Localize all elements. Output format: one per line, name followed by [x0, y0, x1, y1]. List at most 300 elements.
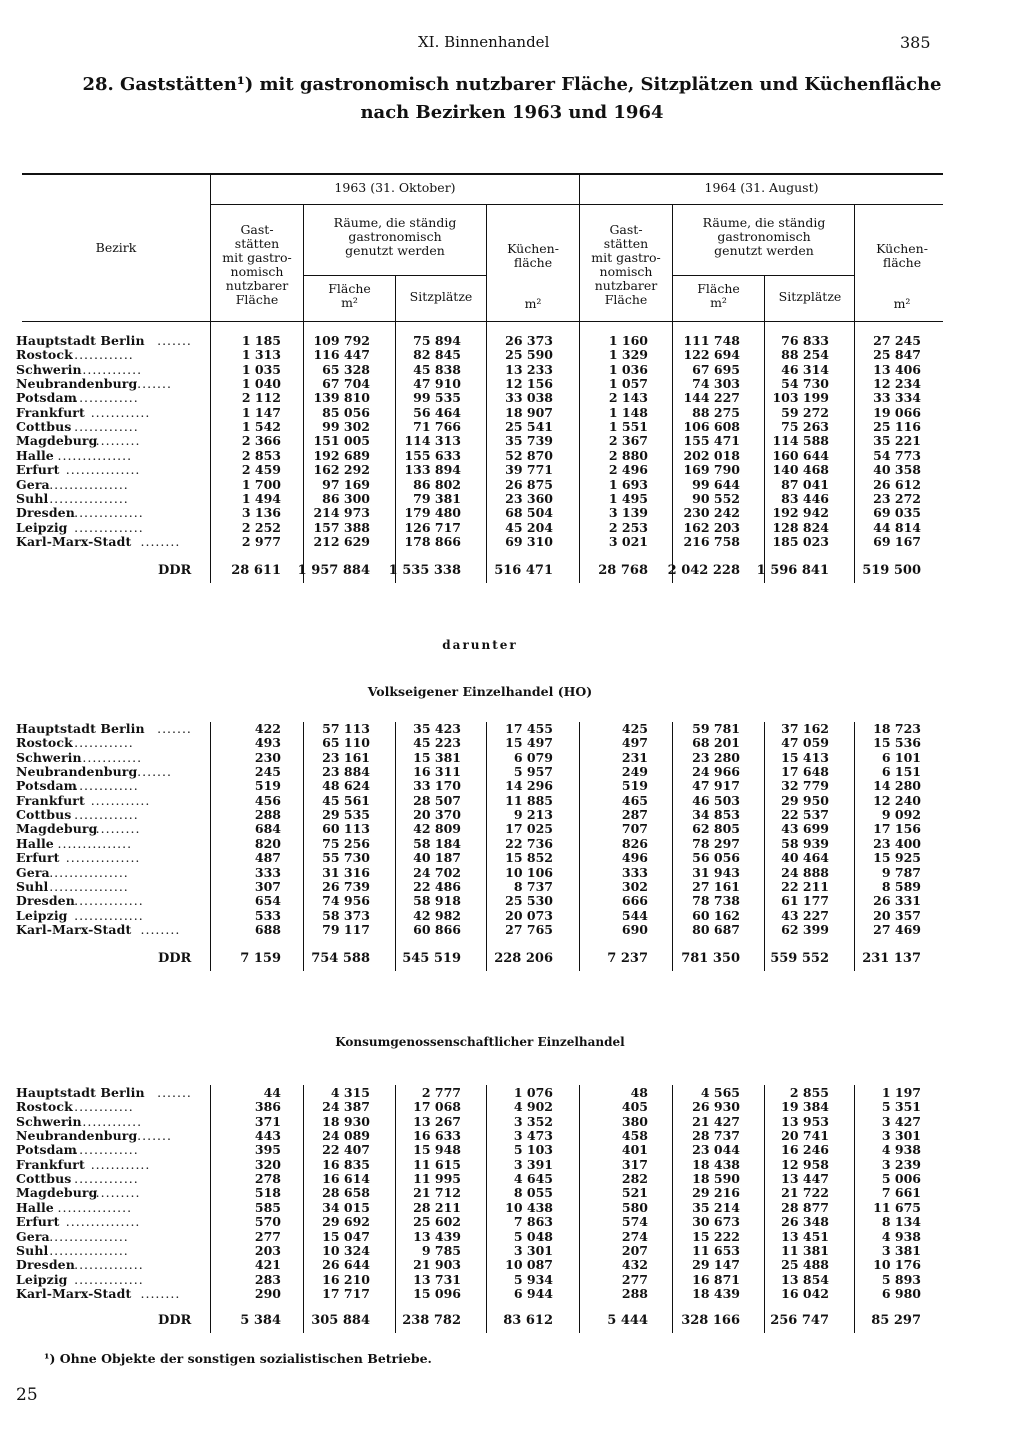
table-cell: 26 930 — [692, 1099, 740, 1115]
table-cell: 21 427 — [692, 1113, 740, 1129]
table-cell: 1 693 — [608, 476, 648, 492]
table-cell: 17 025 — [505, 821, 553, 837]
table-cell: 60 866 — [413, 921, 461, 937]
table-cell: 23 884 — [322, 764, 370, 780]
table-cell: 2 252 — [241, 519, 281, 535]
table-cell: 13 267 — [413, 1113, 461, 1129]
table-cell: 69 310 — [505, 533, 553, 549]
table-cell: 497 — [621, 735, 648, 751]
district-name: Hauptstadt Berlin — [16, 721, 145, 736]
table-row — [0, 406, 1024, 420]
total-cell: 328 166 — [681, 1313, 740, 1328]
table-row — [0, 909, 1024, 923]
table-cell: 422 — [254, 721, 281, 736]
table-cell: 2 112 — [241, 390, 281, 406]
table-cell: 4 315 — [330, 1085, 370, 1100]
table-cell: 13 854 — [781, 1271, 829, 1287]
table-cell: 395 — [254, 1142, 281, 1158]
table-cell: 99 302 — [322, 419, 370, 435]
table-cell: 42 809 — [413, 821, 461, 837]
table-cell: 5 048 — [513, 1228, 553, 1244]
table-cell: 67 695 — [692, 361, 740, 377]
table-cell: 20 073 — [505, 907, 553, 923]
table-cell: 1 040 — [241, 376, 281, 392]
table-cell: 25 590 — [505, 347, 553, 363]
leader-dots: ........ — [132, 764, 172, 780]
table-cell: 15 047 — [322, 1228, 370, 1244]
table-cell: 8 589 — [881, 878, 921, 894]
table-cell: 22 486 — [413, 878, 461, 894]
table-cell: 106 608 — [683, 419, 740, 435]
table-row — [0, 751, 1024, 765]
table-cell: 25 602 — [413, 1214, 461, 1230]
total-cell: 516 471 — [494, 563, 553, 578]
district-name: Karl-Marx-Stadt — [16, 533, 132, 549]
table-cell: 52 870 — [505, 447, 553, 463]
table-cell: 214 973 — [313, 505, 370, 521]
leader-dots: ............ — [82, 1113, 143, 1129]
table-cell: 16 835 — [322, 1156, 370, 1172]
table-cell: 585 — [254, 1199, 281, 1215]
table-cell: 29 147 — [692, 1257, 740, 1273]
table-cell: 88 254 — [781, 347, 829, 363]
table-cell: 75 263 — [781, 419, 829, 435]
leader-dots: .......... — [90, 1185, 141, 1201]
leader-dots: .......... — [90, 433, 141, 449]
table-cell: 85 056 — [322, 404, 370, 420]
table-cell: 1 160 — [608, 333, 648, 348]
table-cell: 6 980 — [881, 1285, 921, 1301]
table-cell: 230 242 — [683, 505, 740, 521]
table-cell: 17 648 — [781, 764, 829, 780]
table-cell: 15 852 — [505, 850, 553, 866]
leader-dots: ............ — [82, 361, 143, 377]
leader-dots: .............. — [74, 519, 144, 535]
table-row — [0, 1115, 1024, 1129]
table-cell: 55 730 — [322, 850, 370, 866]
total-cell: 305 884 — [311, 1313, 370, 1328]
district-name: Cottbus — [16, 419, 72, 435]
table-row — [0, 1215, 1024, 1229]
table-cell: 1 036 — [608, 361, 648, 377]
table-row — [0, 1287, 1024, 1301]
table-cell: 76 833 — [781, 333, 829, 348]
table-cell: 62 399 — [781, 921, 829, 937]
table-cell: 40 358 — [873, 462, 921, 478]
table-cell: 24 888 — [781, 864, 829, 880]
table-cell: 18 439 — [692, 1285, 740, 1301]
header-bezirk: Bezirk — [95, 240, 137, 255]
district-name: Potsdam — [16, 778, 77, 794]
section-darunter: darunter — [442, 638, 518, 652]
table-cell: 33 334 — [873, 390, 921, 406]
table-cell: 18 930 — [322, 1113, 370, 1129]
table-cell: 666 — [621, 893, 648, 909]
table-cell: 25 116 — [873, 419, 921, 435]
table-cell: 11 675 — [873, 1199, 921, 1215]
table-cell: 24 089 — [322, 1128, 370, 1144]
table-row — [0, 779, 1024, 793]
total-cell: 2 042 228 — [667, 563, 740, 578]
district-name: Frankfurt — [16, 404, 85, 420]
leader-dots: ............ — [74, 735, 134, 751]
leader-dots: ............... — [65, 850, 141, 866]
table-cell: 16 311 — [413, 764, 461, 780]
table-cell: 405 — [621, 1099, 648, 1115]
table-cell: 65 328 — [322, 361, 370, 377]
table-cell: 46 314 — [781, 361, 829, 377]
table-cell: 157 388 — [313, 519, 370, 535]
table-cell: 29 692 — [322, 1214, 370, 1230]
table-cell: 40 464 — [781, 850, 829, 866]
table-cell: 333 — [621, 864, 648, 880]
table-row — [0, 1230, 1024, 1244]
table-row — [0, 420, 1024, 434]
table-cell: 19 384 — [781, 1099, 829, 1115]
table-cell: 2 367 — [608, 433, 648, 449]
table-cell: 23 280 — [692, 749, 740, 765]
leader-dots: ....... — [157, 1085, 192, 1100]
table-cell: 35 423 — [413, 721, 461, 736]
table-cell: 826 — [621, 835, 648, 851]
table-cell: 56 464 — [413, 404, 461, 420]
district-name: Gera — [16, 864, 50, 880]
table-cell: 28 737 — [692, 1128, 740, 1144]
table-cell: 13 439 — [413, 1228, 461, 1244]
table-cell: 15 096 — [413, 1285, 461, 1301]
table-cell: 8 134 — [881, 1214, 921, 1230]
table-cell: 27 245 — [873, 333, 921, 348]
district-name: Neubrandenburg — [16, 376, 138, 392]
table-row — [0, 837, 1024, 851]
bottom-page-number: 25 — [16, 1385, 38, 1405]
table-cell: 46 503 — [692, 792, 740, 808]
district-name: Dresden — [16, 1257, 75, 1273]
district-name: Suhl — [16, 490, 49, 506]
table-cell: 62 805 — [692, 821, 740, 837]
table-cell: 5 103 — [513, 1142, 553, 1158]
table-cell: 13 447 — [781, 1171, 829, 1187]
table-row — [0, 449, 1024, 463]
table-row — [0, 348, 1024, 362]
district-name: Neubrandenburg — [16, 764, 138, 780]
total-label: DDR — [158, 563, 192, 578]
table-cell: 277 — [621, 1271, 648, 1287]
table-cell: 26 644 — [322, 1257, 370, 1273]
table-cell: 245 — [254, 764, 281, 780]
table-cell: 3 427 — [881, 1113, 921, 1129]
table-cell: 29 535 — [322, 807, 370, 823]
district-name: Erfurt — [16, 1214, 60, 1230]
table-cell: 79 117 — [322, 921, 370, 937]
district-name: Magdeburg — [16, 821, 98, 837]
table-cell: 27 469 — [873, 921, 921, 937]
leader-dots: ........ — [140, 1285, 181, 1301]
district-name: Magdeburg — [16, 433, 98, 449]
table-cell: 69 167 — [873, 533, 921, 549]
district-name: Karl-Marx-Stadt — [16, 1285, 132, 1301]
total-cell: 5 444 — [607, 1313, 648, 1328]
table-cell: 17 717 — [322, 1285, 370, 1301]
table-cell: 231 — [621, 749, 648, 765]
leader-dots: ....... — [157, 333, 192, 348]
table-cell: 68 201 — [692, 735, 740, 751]
table-cell: 3 301 — [513, 1242, 553, 1258]
table-cell: 133 894 — [404, 462, 461, 478]
total-cell: 781 350 — [681, 951, 740, 966]
table-cell: 67 704 — [322, 376, 370, 392]
table-cell: 456 — [254, 792, 281, 808]
table-cell: 155 633 — [404, 447, 461, 463]
total-cell: 83 612 — [503, 1313, 553, 1328]
district-name: Frankfurt — [16, 1156, 85, 1172]
leader-dots: ........ — [140, 921, 181, 937]
table-cell: 45 204 — [505, 519, 553, 535]
table-cell: 15 925 — [873, 850, 921, 866]
table-cell: 54 730 — [781, 376, 829, 392]
table-cell: 78 297 — [692, 835, 740, 851]
table-cell: 192 689 — [313, 447, 370, 463]
table-cell: 21 722 — [781, 1185, 829, 1201]
leader-dots: ............... — [57, 1199, 133, 1215]
table-cell: 820 — [254, 835, 281, 851]
table-cell: 8 055 — [513, 1185, 553, 1201]
district-name: Frankfurt — [16, 792, 85, 808]
table-cell: 97 169 — [322, 476, 370, 492]
table-cell: 29 950 — [781, 792, 829, 808]
table-cell: 45 561 — [322, 792, 370, 808]
table-cell: 17 156 — [873, 821, 921, 837]
table-cell: 23 400 — [873, 835, 921, 851]
district-name: Hauptstadt Berlin — [16, 1085, 145, 1100]
table-cell: 27 161 — [692, 878, 740, 894]
table-cell: 6 944 — [513, 1285, 553, 1301]
table-cell: 13 953 — [781, 1113, 829, 1129]
table-cell: 15 222 — [692, 1228, 740, 1244]
table-cell: 28 507 — [413, 792, 461, 808]
table-cell: 90 552 — [692, 490, 740, 506]
leader-dots: ............. — [74, 1142, 139, 1158]
table-cell: 22 211 — [781, 878, 829, 894]
table-cell: 15 381 — [413, 749, 461, 765]
table-cell: 2 496 — [608, 462, 648, 478]
table-cell: 25 488 — [781, 1257, 829, 1273]
table-cell: 11 615 — [413, 1156, 461, 1172]
table-cell: 11 653 — [692, 1242, 740, 1258]
table-cell: 288 — [621, 1285, 648, 1301]
table-cell: 86 802 — [413, 476, 461, 492]
total-label: DDR — [158, 1313, 192, 1328]
table-cell: 371 — [254, 1113, 281, 1129]
district-name: Leipzig — [16, 1271, 68, 1287]
table-cell: 31 316 — [322, 864, 370, 880]
district-name: Rostock — [16, 735, 73, 751]
table-cell: 26 331 — [873, 893, 921, 909]
table-cell: 35 214 — [692, 1199, 740, 1215]
total-cell: 28 611 — [231, 563, 281, 578]
district-name: Cottbus — [16, 1171, 72, 1187]
leader-dots: ............ — [74, 1099, 134, 1115]
table-cell: 2 459 — [241, 462, 281, 478]
table-cell: 74 956 — [322, 893, 370, 909]
table-cell: 249 — [621, 764, 648, 780]
table-row — [0, 478, 1024, 492]
raeume-rule-1964 — [672, 275, 854, 276]
table-cell: 22 407 — [322, 1142, 370, 1158]
leader-dots: ........ — [132, 376, 172, 392]
table-row — [0, 492, 1024, 506]
header-gaststaetten-1964: Gast- stätten mit gastro- nomisch nutzbarer Fläche — [591, 222, 661, 307]
table-cell: 690 — [621, 921, 648, 937]
table-cell: 1 542 — [241, 419, 281, 435]
district-name: Suhl — [16, 878, 49, 894]
table-cell: 69 035 — [873, 505, 921, 521]
leader-dots: ........ — [132, 1128, 172, 1144]
leader-dots: ............ — [90, 792, 151, 808]
table-cell: 684 — [254, 821, 281, 837]
table-cell: 58 373 — [322, 907, 370, 923]
total-cell: 28 768 — [598, 563, 648, 578]
leader-dots: ................ — [49, 878, 129, 894]
table-cell: 48 — [630, 1085, 648, 1100]
table-cell: 230 — [254, 749, 281, 765]
table-cell: 11 995 — [413, 1171, 461, 1187]
header-year-1964: 1964 (31. August) — [704, 180, 819, 195]
table-cell: 75 256 — [322, 835, 370, 851]
table-cell: 3 381 — [881, 1242, 921, 1258]
district-name: Cottbus — [16, 807, 72, 823]
table-cell: 20 370 — [413, 807, 461, 823]
table-cell: 20 741 — [781, 1128, 829, 1144]
district-name: Neubrandenburg — [16, 1128, 138, 1144]
table-cell: 20 357 — [873, 907, 921, 923]
district-name: Karl-Marx-Stadt — [16, 921, 132, 937]
leader-dots: .............. — [74, 1257, 144, 1273]
table-cell: 65 110 — [322, 735, 370, 751]
table-cell: 18 590 — [692, 1171, 740, 1187]
table-cell: 11 381 — [781, 1242, 829, 1258]
table-cell: 24 702 — [413, 864, 461, 880]
table-cell: 58 184 — [413, 835, 461, 851]
table-row — [0, 1186, 1024, 1200]
table-cell: 1 494 — [241, 490, 281, 506]
table-cell: 33 170 — [413, 778, 461, 794]
leader-dots: ............ — [82, 749, 143, 765]
table-cell: 9 213 — [513, 807, 553, 823]
table-cell: 16 614 — [322, 1171, 370, 1187]
table-cell: 3 391 — [513, 1156, 553, 1172]
table-cell: 39 771 — [505, 462, 553, 478]
table-cell: 207 — [621, 1242, 648, 1258]
total-cell: 231 137 — [862, 951, 921, 966]
table-cell: 458 — [621, 1128, 648, 1144]
table-cell: 1 313 — [241, 347, 281, 363]
header-kuechen-m2-1963: m² — [524, 296, 542, 311]
table-cell: 155 471 — [683, 433, 740, 449]
table-cell: 26 875 — [505, 476, 553, 492]
table-cell: 1 076 — [513, 1085, 553, 1100]
table-cell: 128 824 — [772, 519, 829, 535]
table-cell: 23 044 — [692, 1142, 740, 1158]
header-flaeche-1963: Fläche m² — [328, 281, 371, 310]
table-cell: 43 699 — [781, 821, 829, 837]
table-cell: 282 — [621, 1171, 648, 1187]
table-cell: 60 162 — [692, 907, 740, 923]
table-row — [0, 1244, 1024, 1258]
table-cell: 26 373 — [505, 333, 553, 348]
leader-dots: ....... — [157, 721, 192, 736]
table-cell: 34 015 — [322, 1199, 370, 1215]
table-cell: 28 211 — [413, 1199, 461, 1215]
district-name: Dresden — [16, 505, 75, 521]
table-cell: 6 101 — [881, 749, 921, 765]
table-cell: 56 056 — [692, 850, 740, 866]
leader-dots: ............. — [74, 1171, 139, 1187]
table-cell: 380 — [621, 1113, 648, 1129]
table-cell: 58 918 — [413, 893, 461, 909]
table-cell: 3 139 — [608, 505, 648, 521]
table-cell: 8 737 — [513, 878, 553, 894]
leader-dots: ................ — [49, 1242, 129, 1258]
header-gaststaetten-1963: Gast- stätten mit gastro- nomisch nutzbarer Fläche — [222, 222, 292, 307]
table-row — [0, 1143, 1024, 1157]
table-cell: 31 943 — [692, 864, 740, 880]
table-row — [0, 463, 1024, 477]
total-cell: 238 782 — [402, 1313, 461, 1328]
table-cell: 18 438 — [692, 1156, 740, 1172]
table-cell: 47 059 — [781, 735, 829, 751]
table-cell: 6 079 — [513, 749, 553, 765]
table-row — [0, 808, 1024, 822]
table-cell: 185 023 — [772, 533, 829, 549]
district-name: Suhl — [16, 1242, 49, 1258]
table-cell: 302 — [621, 878, 648, 894]
table-cell: 35 221 — [873, 433, 921, 449]
table-cell: 12 156 — [505, 376, 553, 392]
table-cell: 5 957 — [513, 764, 553, 780]
leader-dots: ............... — [57, 835, 133, 851]
table-cell: 283 — [254, 1271, 281, 1287]
header-raeume-1963: Räume, die ständig gastronomisch genutzt werden — [333, 215, 457, 258]
table-row — [0, 1273, 1024, 1287]
table-cell: 75 894 — [413, 333, 461, 348]
table-cell: 580 — [621, 1199, 648, 1215]
table-cell: 2 253 — [608, 519, 648, 535]
table-cell: 10 176 — [873, 1257, 921, 1273]
table-cell: 33 038 — [505, 390, 553, 406]
table-cell: 10 106 — [505, 864, 553, 880]
table-cell: 5 006 — [881, 1171, 921, 1187]
district-name: Gera — [16, 1228, 50, 1244]
table-cell: 13 406 — [873, 361, 921, 377]
table-cell: 22 537 — [781, 807, 829, 823]
table-cell: 15 413 — [781, 749, 829, 765]
table-cell: 18 907 — [505, 404, 553, 420]
leader-dots: ............. — [74, 807, 139, 823]
table-cell: 71 766 — [413, 419, 461, 435]
table-cell: 21 712 — [413, 1185, 461, 1201]
table-cell: 1 329 — [608, 347, 648, 363]
table-row — [0, 1158, 1024, 1172]
district-name: Gera — [16, 476, 50, 492]
table-cell: 519 — [621, 778, 648, 794]
table-cell: 80 687 — [692, 921, 740, 937]
table-cell: 401 — [621, 1142, 648, 1158]
leader-dots: ............ — [90, 1156, 151, 1172]
header-sitzplaetze-1963: Sitzplätze — [409, 289, 473, 304]
table-cell: 162 292 — [313, 462, 370, 478]
table-cell: 12 958 — [781, 1156, 829, 1172]
